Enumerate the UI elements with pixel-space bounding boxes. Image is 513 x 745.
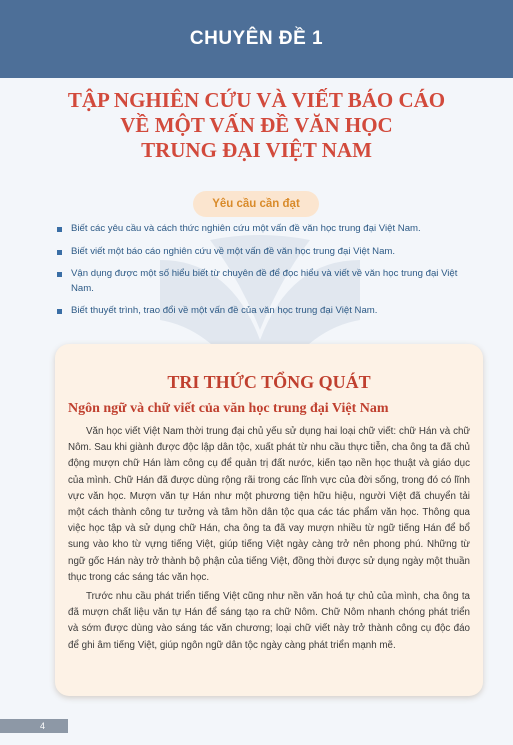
requirement-text: Vận dụng được một số hiểu biết từ chuyên đề để đọc hiểu và viết về văn học trung đại Việt Nam. bbox=[71, 268, 458, 294]
square-bullet-icon bbox=[57, 309, 62, 314]
square-bullet-icon bbox=[57, 250, 62, 255]
requirement-item bbox=[57, 267, 477, 296]
square-bullet-icon bbox=[57, 227, 62, 232]
knowledge-body bbox=[68, 424, 470, 657]
page-number: 4 bbox=[40, 721, 46, 731]
knowledge-heading: TRI THỨC TỔNG QUÁT bbox=[167, 372, 371, 392]
requirement-item bbox=[57, 304, 477, 319]
requirements-list bbox=[57, 222, 477, 327]
knowledge-subheading: Ngôn ngữ và chữ viết của văn học trung đại Việt Nam bbox=[68, 401, 389, 416]
knowledge-card bbox=[55, 344, 483, 696]
chapter-title: CHUYÊN ĐỀ 1 bbox=[189, 28, 324, 49]
page-number-tab bbox=[0, 719, 68, 733]
topic-title-line: TRUNG ĐẠI VIỆT NAM bbox=[141, 138, 372, 162]
requirement-item bbox=[57, 245, 477, 260]
knowledge-paragraph: Văn học viết Việt Nam thời trung đại chủ yếu sử dụng hai loại chữ viết: chữ Hán và chữ Nôm. Sau khi giành được độc lập dân tộc, xuất phát từ nhu cầu thực tiễn, cha ông ta đã chủ động mượn chữ Hán làm công cụ để quản trị đất nước, kiến tạo nền học thuật và giáo dục của mình. Chữ Hán đã được dùng rộng rãi trong các lĩnh vực của đời sống, trong đó có lĩnh vực văn học. Mượn văn tự Hán như một phương tiện hữu hiệu, người Việt đã chuyển tải một cách thành công tư tưởng và tâm hồn dân tộc qua các tác phẩm văn học. Thông qua việc học tập và sử dụng chữ Hán, cha ông ta đã vay mượn nhiều từ ngữ tiếng Hán để bổ sung vào kho từ vựng tiếng Việt, giúp tiếng Việt ngày càng trở nên phong phú. Những từ ngữ gốc Hán này trở thành bộ phận của tiếng Việt, đồng thời được sử dụng ngày một thuần thục trong các sáng tác văn học. bbox=[68, 426, 470, 583]
requirement-text: Biết thuyết trình, trao đổi về một vấn đề của văn học trung đại Việt Nam. bbox=[71, 305, 378, 316]
requirement-item bbox=[57, 222, 477, 237]
requirement-text: Biết các yêu cầu và cách thức nghiên cứu một vấn đề văn học trung đại Việt Nam. bbox=[71, 223, 421, 234]
topic-title-line: TẬP NGHIÊN CỨU VÀ VIẾT BÁO CÁO bbox=[67, 88, 446, 112]
chapter-header-bar bbox=[0, 0, 513, 78]
topic-title-line: VỀ MỘT VẤN ĐỀ VĂN HỌC bbox=[120, 113, 393, 137]
requirement-text: Biết viết một báo cáo nghiên cứu về một vấn đề văn học trung đại Việt Nam. bbox=[71, 245, 396, 257]
requirements-label: Yêu cầu cần đạt bbox=[193, 191, 319, 217]
topic-title bbox=[0, 88, 513, 163]
square-bullet-icon bbox=[57, 272, 62, 277]
knowledge-paragraph: Trước nhu cầu phát triển tiếng Việt cũng như nền văn hoá tự chủ của mình, cha ông ta đã mượn chất liệu văn tự Hán để sáng tạo ra chữ Nôm. Chữ Nôm nhanh chóng phát triển và sớm được dùng vào sáng tác văn chương; loại chữ viết này trở thành công cụ độc đáo để ghi âm tiếng Việt, giúp ngôn ngữ dân tộc ngày càng phát triển mạnh mẽ. bbox=[68, 591, 470, 651]
